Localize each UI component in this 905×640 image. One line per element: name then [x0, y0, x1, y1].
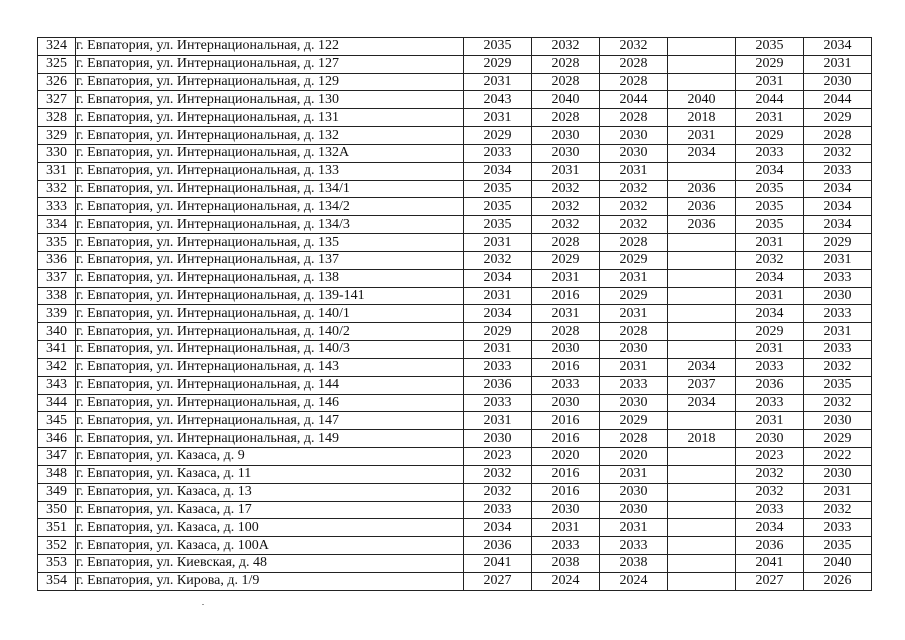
table-row: [38, 216, 872, 234]
year-cell-y5: 2036: [736, 537, 804, 555]
year-cell-y3: 2029: [600, 287, 668, 305]
year-cell-y3: 2033: [600, 537, 668, 555]
repair-schedule-table: [37, 37, 872, 591]
table-row: [38, 465, 872, 483]
row-number-cell: 336: [38, 251, 76, 269]
year-cell-y6: 2028: [804, 127, 872, 145]
table-row: [38, 144, 872, 162]
row-number-cell: 340: [38, 323, 76, 341]
address-cell: г. Евпатория, ул. Киевская, д. 48: [76, 555, 464, 573]
year-cell-y3: 2030: [600, 127, 668, 145]
year-cell-y2: 2028: [532, 73, 600, 91]
year-cell-y6: 2033: [804, 341, 872, 359]
table-row: [38, 91, 872, 109]
year-cell-y6: 2033: [804, 305, 872, 323]
year-cell-y5: 2031: [736, 412, 804, 430]
row-number-cell: 344: [38, 394, 76, 412]
year-cell-y1: 2032: [464, 483, 532, 501]
year-cell-y2: 2031: [532, 269, 600, 287]
year-cell-y2: 2033: [532, 376, 600, 394]
year-cell-y4: 2036: [668, 180, 736, 198]
year-cell-y5: 2031: [736, 73, 804, 91]
year-cell-y5: 2033: [736, 358, 804, 376]
year-cell-y5: 2035: [736, 38, 804, 56]
year-cell-y3: 2030: [600, 341, 668, 359]
year-cell-y6: 2030: [804, 412, 872, 430]
year-cell-y6: 2031: [804, 251, 872, 269]
row-number-cell: 347: [38, 448, 76, 466]
year-cell-y1: 2035: [464, 216, 532, 234]
year-cell-y6: 2032: [804, 358, 872, 376]
year-cell-y2: 2038: [532, 555, 600, 573]
year-cell-y4: 2034: [668, 144, 736, 162]
year-cell-y1: 2035: [464, 180, 532, 198]
row-number-cell: 353: [38, 555, 76, 573]
year-cell-y3: 2029: [600, 412, 668, 430]
year-cell-y1: 2033: [464, 501, 532, 519]
row-number-cell: 346: [38, 430, 76, 448]
year-cell-y2: 2016: [532, 483, 600, 501]
year-cell-y1: 2031: [464, 109, 532, 127]
address-cell: г. Евпатория, ул. Интернациональная, д. 135: [76, 234, 464, 252]
table-row: [38, 537, 872, 555]
year-cell-y3: 2028: [600, 109, 668, 127]
year-cell-y3: 2031: [600, 305, 668, 323]
year-cell-y2: 2031: [532, 162, 600, 180]
address-cell: г. Евпатория, ул. Интернациональная, д. 143: [76, 358, 464, 376]
year-cell-y3: 2031: [600, 465, 668, 483]
address-cell: г. Евпатория, ул. Интернациональная, д. 138: [76, 269, 464, 287]
address-cell: г. Евпатория, ул. Интернациональная, д. 140/1: [76, 305, 464, 323]
year-cell-y5: 2027: [736, 572, 804, 590]
year-cell-y3: 2032: [600, 180, 668, 198]
year-cell-y2: 2020: [532, 448, 600, 466]
year-cell-y1: 2034: [464, 519, 532, 537]
address-cell: г. Евпатория, ул. Казаса, д. 100А: [76, 537, 464, 555]
year-cell-y4: [668, 323, 736, 341]
year-cell-y3: 2032: [600, 216, 668, 234]
year-cell-y3: 2032: [600, 38, 668, 56]
year-cell-y2: 2016: [532, 358, 600, 376]
year-cell-y3: 2028: [600, 55, 668, 73]
table-row: [38, 412, 872, 430]
address-cell: г. Евпатория, ул. Интернациональная, д. 130: [76, 91, 464, 109]
address-cell: г. Евпатория, ул. Интернациональная, д. 127: [76, 55, 464, 73]
year-cell-y6: 2034: [804, 198, 872, 216]
table-row: [38, 109, 872, 127]
year-cell-y6: 2030: [804, 465, 872, 483]
year-cell-y1: 2034: [464, 162, 532, 180]
year-cell-y6: 2033: [804, 519, 872, 537]
year-cell-y6: 2044: [804, 91, 872, 109]
scan-speck: [202, 604, 204, 605]
row-number-cell: 334: [38, 216, 76, 234]
year-cell-y1: 2032: [464, 465, 532, 483]
year-cell-y4: [668, 305, 736, 323]
year-cell-y5: 2031: [736, 287, 804, 305]
year-cell-y6: 2032: [804, 501, 872, 519]
table-row: [38, 483, 872, 501]
year-cell-y3: 2038: [600, 555, 668, 573]
row-number-cell: 345: [38, 412, 76, 430]
year-cell-y4: 2031: [668, 127, 736, 145]
year-cell-y3: 2033: [600, 376, 668, 394]
year-cell-y6: 2034: [804, 180, 872, 198]
year-cell-y4: [668, 251, 736, 269]
table-row: [38, 519, 872, 537]
year-cell-y3: 2024: [600, 572, 668, 590]
address-cell: г. Евпатория, ул. Интернациональная, д. 132: [76, 127, 464, 145]
year-cell-y6: 2040: [804, 555, 872, 573]
year-cell-y3: 2028: [600, 430, 668, 448]
year-cell-y5: 2032: [736, 465, 804, 483]
address-cell: г. Евпатория, ул. Казаса, д. 13: [76, 483, 464, 501]
year-cell-y4: [668, 519, 736, 537]
year-cell-y5: 2035: [736, 198, 804, 216]
address-cell: г. Евпатория, ул. Интернациональная, д. 137: [76, 251, 464, 269]
year-cell-y6: 2034: [804, 38, 872, 56]
year-cell-y6: 2031: [804, 55, 872, 73]
year-cell-y6: 2022: [804, 448, 872, 466]
address-cell: г. Евпатория, ул. Интернациональная, д. 131: [76, 109, 464, 127]
year-cell-y2: 2028: [532, 323, 600, 341]
year-cell-y1: 2034: [464, 269, 532, 287]
table-row: [38, 234, 872, 252]
year-cell-y6: 2029: [804, 109, 872, 127]
year-cell-y6: 2034: [804, 216, 872, 234]
year-cell-y4: [668, 38, 736, 56]
table-row: [38, 572, 872, 590]
row-number-cell: 341: [38, 341, 76, 359]
year-cell-y5: 2036: [736, 376, 804, 394]
year-cell-y3: 2030: [600, 394, 668, 412]
table-row: [38, 376, 872, 394]
address-cell: г. Евпатория, ул. Интернациональная, д. 134/2: [76, 198, 464, 216]
year-cell-y3: 2031: [600, 519, 668, 537]
year-cell-y4: 2018: [668, 109, 736, 127]
year-cell-y3: 2020: [600, 448, 668, 466]
address-cell: г. Евпатория, ул. Интернациональная, д. 139-141: [76, 287, 464, 305]
address-cell: г. Евпатория, ул. Интернациональная, д. 140/3: [76, 341, 464, 359]
year-cell-y1: 2027: [464, 572, 532, 590]
year-cell-y5: 2044: [736, 91, 804, 109]
year-cell-y3: 2028: [600, 234, 668, 252]
year-cell-y5: 2031: [736, 341, 804, 359]
address-cell: г. Евпатория, ул. Интернациональная, д. 144: [76, 376, 464, 394]
year-cell-y4: [668, 287, 736, 305]
address-cell: г. Евпатория, ул. Казаса, д. 100: [76, 519, 464, 537]
year-cell-y2: 2032: [532, 216, 600, 234]
year-cell-y5: 2034: [736, 269, 804, 287]
year-cell-y5: 2035: [736, 216, 804, 234]
year-cell-y5: 2034: [736, 305, 804, 323]
address-cell: г. Евпатория, ул. Казаса, д. 17: [76, 501, 464, 519]
year-cell-y2: 2028: [532, 234, 600, 252]
address-cell: г. Евпатория, ул. Интернациональная, д. 149: [76, 430, 464, 448]
year-cell-y1: 2031: [464, 287, 532, 305]
year-cell-y2: 2016: [532, 412, 600, 430]
year-cell-y1: 2033: [464, 394, 532, 412]
year-cell-y1: 2031: [464, 73, 532, 91]
year-cell-y1: 2033: [464, 144, 532, 162]
address-cell: г. Евпатория, ул. Интернациональная, д. 132А: [76, 144, 464, 162]
address-cell: г. Евпатория, ул. Интернациональная, д. 122: [76, 38, 464, 56]
year-cell-y1: 2035: [464, 198, 532, 216]
year-cell-y6: 2029: [804, 234, 872, 252]
year-cell-y6: 2033: [804, 162, 872, 180]
year-cell-y3: 2032: [600, 198, 668, 216]
year-cell-y3: 2030: [600, 144, 668, 162]
year-cell-y1: 2036: [464, 376, 532, 394]
row-number-cell: 351: [38, 519, 76, 537]
address-cell: г. Евпатория, ул. Интернациональная, д. 140/2: [76, 323, 464, 341]
year-cell-y2: 2024: [532, 572, 600, 590]
row-number-cell: 354: [38, 572, 76, 590]
year-cell-y3: 2030: [600, 483, 668, 501]
year-cell-y4: [668, 537, 736, 555]
table-row: [38, 55, 872, 73]
row-number-cell: 348: [38, 465, 76, 483]
year-cell-y1: 2029: [464, 55, 532, 73]
row-number-cell: 335: [38, 234, 76, 252]
year-cell-y4: 2036: [668, 216, 736, 234]
year-cell-y5: 2033: [736, 394, 804, 412]
year-cell-y2: 2029: [532, 251, 600, 269]
year-cell-y4: [668, 269, 736, 287]
year-cell-y6: 2031: [804, 323, 872, 341]
year-cell-y3: 2029: [600, 251, 668, 269]
year-cell-y5: 2034: [736, 519, 804, 537]
year-cell-y4: [668, 483, 736, 501]
table-row: [38, 38, 872, 56]
year-cell-y1: 2034: [464, 305, 532, 323]
year-cell-y5: 2033: [736, 501, 804, 519]
table-row: [38, 394, 872, 412]
row-number-cell: 350: [38, 501, 76, 519]
row-number-cell: 327: [38, 91, 76, 109]
table-row: [38, 73, 872, 91]
row-number-cell: 332: [38, 180, 76, 198]
year-cell-y5: 2041: [736, 555, 804, 573]
row-number-cell: 338: [38, 287, 76, 305]
year-cell-y5: 2023: [736, 448, 804, 466]
year-cell-y2: 2033: [532, 537, 600, 555]
table-row: [38, 501, 872, 519]
year-cell-y4: [668, 501, 736, 519]
year-cell-y1: 2030: [464, 430, 532, 448]
year-cell-y6: 2026: [804, 572, 872, 590]
address-cell: г. Евпатория, ул. Интернациональная, д. 133: [76, 162, 464, 180]
address-cell: г. Евпатория, ул. Интернациональная, д. 129: [76, 73, 464, 91]
year-cell-y1: 2031: [464, 341, 532, 359]
year-cell-y4: [668, 572, 736, 590]
year-cell-y4: [668, 341, 736, 359]
year-cell-y1: 2029: [464, 127, 532, 145]
table-row: [38, 251, 872, 269]
row-number-cell: 333: [38, 198, 76, 216]
row-number-cell: 325: [38, 55, 76, 73]
year-cell-y6: 2031: [804, 483, 872, 501]
table-row: [38, 448, 872, 466]
year-cell-y1: 2033: [464, 358, 532, 376]
year-cell-y1: 2023: [464, 448, 532, 466]
year-cell-y5: 2032: [736, 251, 804, 269]
table-row: [38, 358, 872, 376]
year-cell-y4: 2036: [668, 198, 736, 216]
year-cell-y5: 2033: [736, 144, 804, 162]
row-number-cell: 342: [38, 358, 76, 376]
table-row: [38, 127, 872, 145]
year-cell-y4: [668, 412, 736, 430]
table-row: [38, 323, 872, 341]
year-cell-y6: 2030: [804, 73, 872, 91]
year-cell-y1: 2036: [464, 537, 532, 555]
year-cell-y3: 2044: [600, 91, 668, 109]
year-cell-y5: 2029: [736, 127, 804, 145]
table-row: [38, 162, 872, 180]
year-cell-y1: 2029: [464, 323, 532, 341]
year-cell-y4: 2018: [668, 430, 736, 448]
year-cell-y1: 2041: [464, 555, 532, 573]
table-row: [38, 269, 872, 287]
year-cell-y1: 2043: [464, 91, 532, 109]
year-cell-y3: 2031: [600, 162, 668, 180]
year-cell-y5: 2035: [736, 180, 804, 198]
year-cell-y3: 2028: [600, 73, 668, 91]
year-cell-y6: 2029: [804, 430, 872, 448]
year-cell-y4: [668, 448, 736, 466]
row-number-cell: 330: [38, 144, 76, 162]
year-cell-y2: 2016: [532, 465, 600, 483]
year-cell-y2: 2031: [532, 519, 600, 537]
address-cell: г. Евпатория, ул. Интернациональная, д. 146: [76, 394, 464, 412]
year-cell-y5: 2031: [736, 109, 804, 127]
year-cell-y3: 2030: [600, 501, 668, 519]
year-cell-y2: 2040: [532, 91, 600, 109]
year-cell-y3: 2031: [600, 269, 668, 287]
year-cell-y4: [668, 234, 736, 252]
year-cell-y1: 2031: [464, 412, 532, 430]
year-cell-y2: 2031: [532, 305, 600, 323]
table-body: [38, 38, 872, 591]
year-cell-y5: 2030: [736, 430, 804, 448]
year-cell-y6: 2033: [804, 269, 872, 287]
year-cell-y4: 2034: [668, 358, 736, 376]
row-number-cell: 339: [38, 305, 76, 323]
year-cell-y5: 2031: [736, 234, 804, 252]
year-cell-y5: 2029: [736, 323, 804, 341]
year-cell-y6: 2032: [804, 144, 872, 162]
address-cell: г. Евпатория, ул. Интернациональная, д. 134/3: [76, 216, 464, 234]
year-cell-y2: 2030: [532, 144, 600, 162]
year-cell-y1: 2032: [464, 251, 532, 269]
year-cell-y5: 2034: [736, 162, 804, 180]
address-cell: г. Евпатория, ул. Интернациональная, д. 134/1: [76, 180, 464, 198]
year-cell-y2: 2032: [532, 38, 600, 56]
year-cell-y2: 2030: [532, 341, 600, 359]
row-number-cell: 328: [38, 109, 76, 127]
year-cell-y2: 2032: [532, 180, 600, 198]
year-cell-y2: 2030: [532, 127, 600, 145]
address-cell: г. Евпатория, ул. Казаса, д. 9: [76, 448, 464, 466]
year-cell-y4: [668, 55, 736, 73]
row-number-cell: 337: [38, 269, 76, 287]
year-cell-y3: 2028: [600, 323, 668, 341]
table-row: [38, 555, 872, 573]
table-row: [38, 305, 872, 323]
year-cell-y4: 2040: [668, 91, 736, 109]
year-cell-y4: [668, 73, 736, 91]
table-row: [38, 198, 872, 216]
table-row: [38, 180, 872, 198]
year-cell-y2: 2030: [532, 501, 600, 519]
row-number-cell: 343: [38, 376, 76, 394]
year-cell-y5: 2029: [736, 55, 804, 73]
year-cell-y4: 2034: [668, 394, 736, 412]
table-row: [38, 341, 872, 359]
year-cell-y2: 2016: [532, 430, 600, 448]
row-number-cell: 324: [38, 38, 76, 56]
row-number-cell: 352: [38, 537, 76, 555]
year-cell-y2: 2032: [532, 198, 600, 216]
year-cell-y5: 2032: [736, 483, 804, 501]
row-number-cell: 349: [38, 483, 76, 501]
year-cell-y6: 2032: [804, 394, 872, 412]
year-cell-y3: 2031: [600, 358, 668, 376]
year-cell-y2: 2030: [532, 394, 600, 412]
address-cell: г. Евпатория, ул. Интернациональная, д. 147: [76, 412, 464, 430]
address-cell: г. Евпатория, ул. Казаса, д. 11: [76, 465, 464, 483]
year-cell-y6: 2030: [804, 287, 872, 305]
table-row: [38, 430, 872, 448]
year-cell-y2: 2016: [532, 287, 600, 305]
row-number-cell: 329: [38, 127, 76, 145]
year-cell-y4: [668, 555, 736, 573]
year-cell-y1: 2035: [464, 38, 532, 56]
year-cell-y4: [668, 162, 736, 180]
year-cell-y2: 2028: [532, 109, 600, 127]
address-cell: г. Евпатория, ул. Кирова, д. 1/9: [76, 572, 464, 590]
row-number-cell: 326: [38, 73, 76, 91]
row-number-cell: 331: [38, 162, 76, 180]
year-cell-y6: 2035: [804, 376, 872, 394]
year-cell-y4: [668, 465, 736, 483]
year-cell-y4: 2037: [668, 376, 736, 394]
table-row: [38, 287, 872, 305]
year-cell-y1: 2031: [464, 234, 532, 252]
year-cell-y6: 2035: [804, 537, 872, 555]
year-cell-y2: 2028: [532, 55, 600, 73]
